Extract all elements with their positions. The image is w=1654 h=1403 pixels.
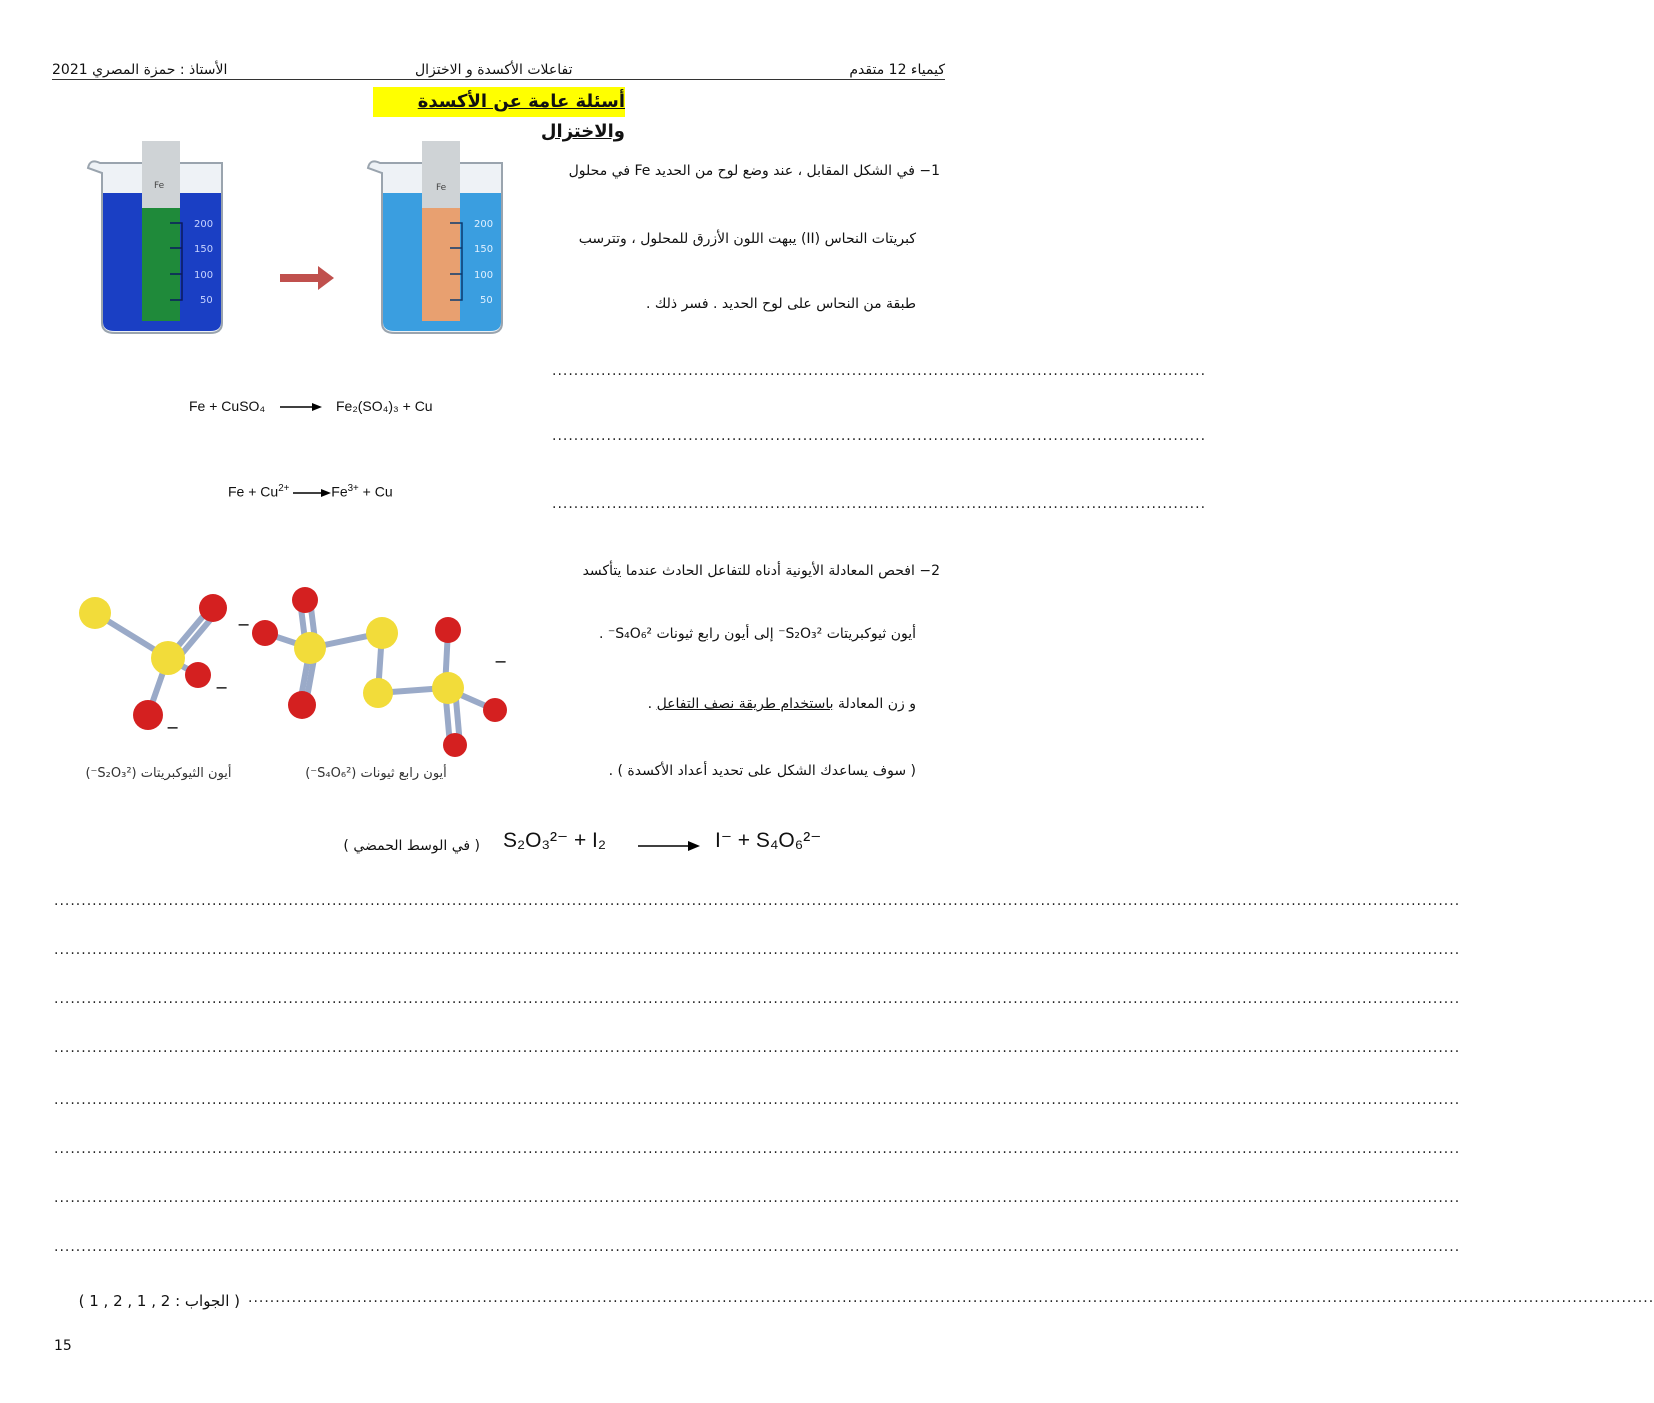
q2-line4: ( سوف يساعدك الشكل على تحديد أعداد الأكسدة ) . — [608, 763, 916, 779]
answer-line[interactable]: .................................................................................................................................................................................................................................................................. — [54, 1239, 1461, 1255]
answer-line[interactable]: .................................................................................................................................................................................................................................................................. — [248, 1290, 1654, 1306]
answer-line[interactable]: .................................................................................................................................................................................................................................................................. — [54, 1092, 1461, 1108]
svg-text:150: 150 — [474, 244, 494, 255]
answer-key: ( الجواب : 2 , 1 , 2 , 1 ) — [78, 1292, 240, 1310]
header-subject: كيمياء 12 متقدم — [849, 62, 945, 78]
sulfur-atom — [294, 632, 326, 664]
svg-text:200: 200 — [474, 219, 494, 230]
svg-text:Fe: Fe — [436, 183, 447, 193]
answer-line[interactable]: .................................................................................................................................................................................................................................................................. — [54, 942, 1461, 958]
q1-line3: طبقة من النحاس على لوح الحديد . فسر ذلك . — [645, 296, 916, 312]
svg-text:−: − — [166, 718, 180, 737]
q1-line1: 1− في الشكل المقابل ، عند وضع لوح من الحديد Fe في محلول — [568, 163, 940, 179]
equation-1-arrow-icon — [280, 401, 322, 413]
reaction-arrow-icon — [638, 839, 700, 853]
reaction-medium: ( في الوسط الحمضي ) — [343, 838, 480, 854]
sulfur-atom — [366, 617, 398, 649]
caption-tetrathionate: أيون رابع ثيونات (S₄O₆²⁻) — [305, 766, 447, 781]
beaker-figure — [70, 138, 520, 348]
oxygen-atom — [185, 662, 211, 688]
molecule-figure — [70, 575, 520, 765]
header-teacher: الأستاذ : حمزة المصري 2021 — [52, 62, 228, 78]
sulfur-atom — [79, 597, 111, 629]
answer-line[interactable]: ........................................................................................................................ — [552, 496, 1207, 512]
reaction-rhs: I⁻ + S₄O₆²⁻ — [715, 829, 822, 852]
oxygen-atom — [292, 587, 318, 613]
answer-line[interactable]: ........................................................................................................................ — [552, 363, 1207, 379]
answer-line[interactable]: .................................................................................................................................................................................................................................................................. — [54, 1141, 1461, 1157]
answer-line[interactable]: .................................................................................................................................................................................................................................................................. — [54, 991, 1461, 1007]
svg-text:150: 150 — [194, 244, 214, 255]
beaker-after — [368, 141, 502, 333]
sulfur-atom — [151, 641, 185, 675]
answer-line[interactable]: ........................................................................................................................ — [552, 428, 1207, 444]
answer-line[interactable]: .................................................................................................................................................................................................................................................................. — [54, 893, 1461, 909]
svg-text:−: − — [237, 615, 251, 634]
q1-line2: كبريتات النحاس (II) يبهت اللون الأزرق للمحلول ، وتترسب — [578, 231, 916, 247]
header-divider — [52, 79, 945, 80]
green-strip — [142, 208, 180, 321]
oxygen-atom — [435, 617, 461, 643]
reaction-lhs: S₂O₃²⁻ + I₂ — [503, 829, 607, 852]
q2-line1: 2− افحص المعادلة الأيونية أدناه للتفاعل الحادث عندما يتأكسد — [582, 563, 940, 579]
reaction-arrow-icon — [280, 266, 334, 290]
oxygen-atom — [199, 594, 227, 622]
oxygen-atom — [443, 733, 467, 757]
equation-1-rhs: Fe₂(SO₄)₃ + Cu — [336, 398, 433, 414]
page-number: 15 — [54, 1338, 72, 1354]
svg-text:200: 200 — [194, 219, 214, 230]
sulfur-atom — [432, 672, 464, 704]
sulfur-atom — [363, 678, 393, 708]
equation-2-arrow-icon — [293, 487, 331, 499]
caption-thiosulfate: أيون الثيوكبريتات (S₂O₃²⁻) — [85, 766, 232, 781]
oxygen-atom — [133, 700, 163, 730]
answer-line[interactable]: .................................................................................................................................................................................................................................................................. — [54, 1040, 1461, 1056]
svg-text:50: 50 — [200, 295, 213, 306]
fe-label: Fe — [154, 181, 165, 191]
q2-line3: و زن المعادلة باستخدام طريقة نصف التفاعل . — [647, 696, 916, 712]
svg-text:−: − — [215, 678, 229, 697]
copper-strip — [422, 208, 460, 321]
page-title: أسئلة عامة عن الأكسدة والاختزال — [373, 87, 625, 117]
equation-2: $Fe + Cu^{2+}$ $Fe^{3+} + Cu$ — [228, 483, 393, 500]
oxygen-atom — [483, 698, 507, 722]
answer-line[interactable]: .................................................................................................................................................................................................................................................................. — [54, 1190, 1461, 1206]
svg-text:50: 50 — [480, 295, 493, 306]
header-topic: تفاعلات الأكسدة و الاختزال — [415, 62, 573, 78]
svg-text:100: 100 — [194, 270, 214, 281]
oxygen-atom — [288, 691, 316, 719]
svg-text:100: 100 — [474, 270, 494, 281]
q2-line2: أيون ثيوكبريتات S₂O₃²⁻ إلى أيون رابع ثيونات S₄O₆²⁻ . — [599, 626, 916, 642]
equation-1-lhs: Fe + CuSO₄ — [189, 398, 266, 414]
beaker-before — [88, 141, 222, 333]
svg-text:−: − — [494, 652, 508, 671]
oxygen-atom — [252, 620, 278, 646]
